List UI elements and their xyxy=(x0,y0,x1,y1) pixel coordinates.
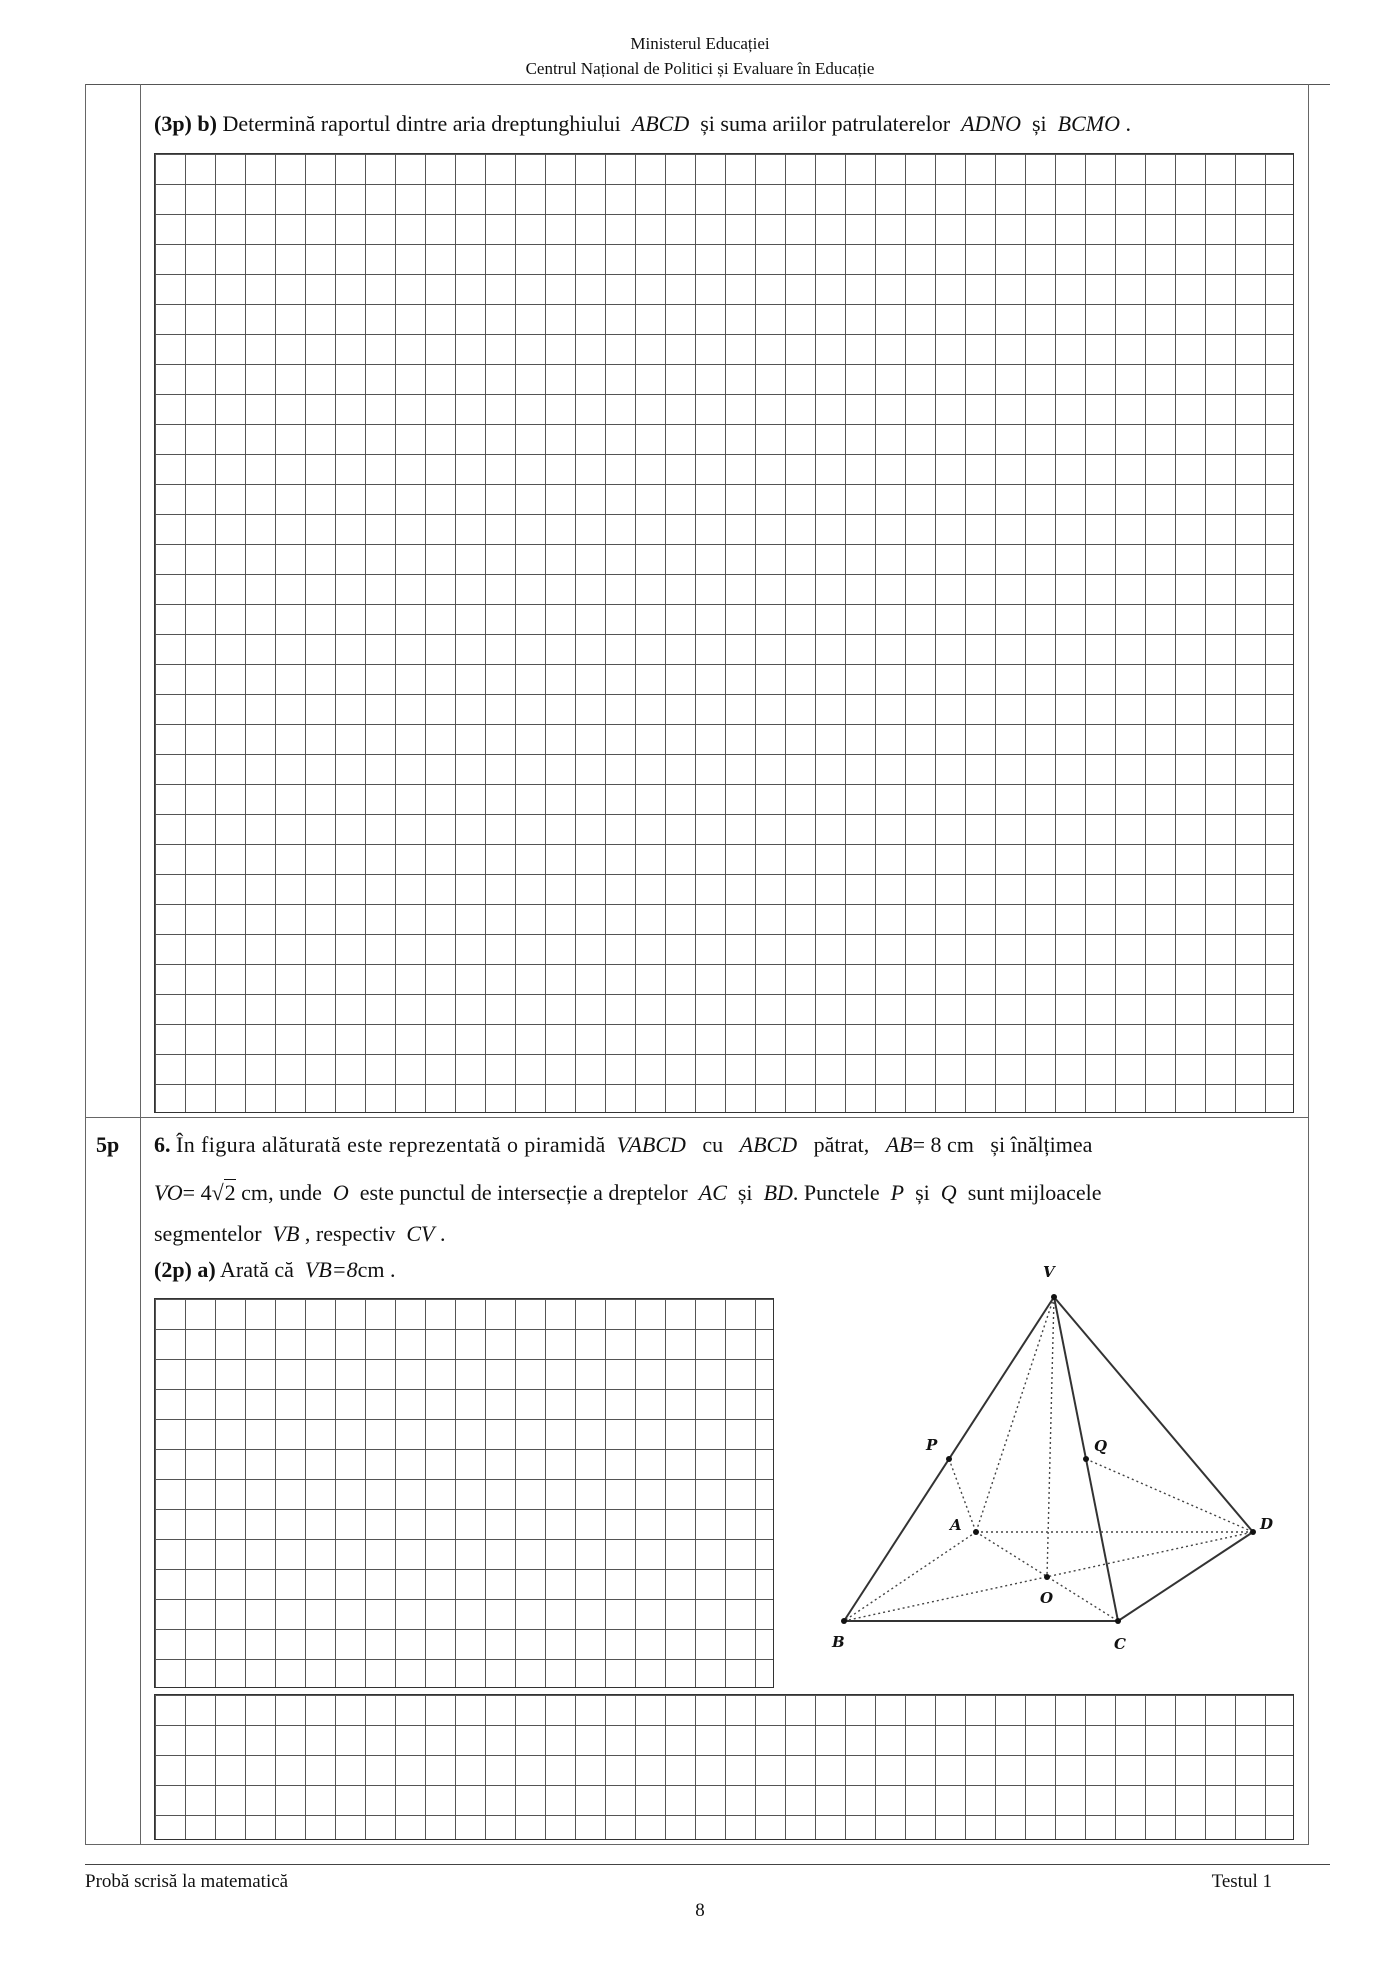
segment-qd xyxy=(1086,1459,1253,1532)
answer-grid-part-a[interactable] xyxy=(154,1298,774,1688)
footer-rule xyxy=(85,1864,1330,1865)
label-p: P xyxy=(926,1436,938,1454)
height-vo xyxy=(1047,1297,1054,1577)
footer-test-number: Testul 1 xyxy=(1211,1871,1272,1892)
point-a xyxy=(973,1529,979,1535)
part-b-statement: (3p) b) Determină raportul dintre aria dreptunghiului ABCD și suma ariilor patrulaterelor ADNO și BCMO . xyxy=(154,111,1131,136)
label-q: Q xyxy=(1094,1437,1108,1455)
problem6-line3: segmentelor VB , respectiv CV . xyxy=(154,1221,446,1246)
label-o: O xyxy=(1040,1589,1054,1607)
point-d xyxy=(1250,1529,1256,1535)
point-p xyxy=(946,1456,952,1462)
point-c xyxy=(1115,1618,1121,1624)
page-number: 8 xyxy=(695,1900,705,1921)
top-border xyxy=(85,84,1330,85)
answer-grid-part-b[interactable] xyxy=(154,153,1294,1113)
label-a: A xyxy=(950,1516,962,1534)
pyramid-figure xyxy=(820,1255,1300,1665)
answer-grid-part-a-bottom[interactable] xyxy=(154,1694,1294,1840)
point-q xyxy=(1083,1456,1089,1462)
edge-va xyxy=(976,1297,1054,1532)
edge-cd xyxy=(1118,1532,1253,1621)
label-b: B xyxy=(832,1633,845,1651)
label-d: D xyxy=(1260,1515,1274,1533)
problem-score: 5p xyxy=(96,1132,120,1157)
table-bottom-border xyxy=(85,1844,1309,1845)
label-c: C xyxy=(1114,1635,1126,1653)
row-divider xyxy=(85,1117,1309,1118)
point-o xyxy=(1044,1574,1050,1580)
table-right-border xyxy=(1308,84,1309,1844)
header-center: Centrul Național de Politici și Evaluare în Educație xyxy=(525,59,875,78)
header-ministry: Ministerul Educației xyxy=(630,34,770,53)
problem6-line1: 6. În figura alăturată este reprezentată o piramidă VABCD cu ABCD pătrat, AB= 8 cm și înălțimea xyxy=(154,1132,1093,1157)
problem6-line2: VO= 4√2 cm, unde O este punctul de intersecție a dreptelor AC și BD. Punctele P și Q sunt mijloacele xyxy=(154,1180,1102,1205)
label-v: V xyxy=(1043,1263,1055,1281)
point-b xyxy=(841,1618,847,1624)
edge-vd xyxy=(1054,1297,1253,1532)
table-left-border xyxy=(85,84,86,1844)
point-v xyxy=(1051,1294,1057,1300)
footer-exam-title: Probă scrisă la matematică xyxy=(85,1871,289,1892)
problem6-part-a: (2p) a) Arată că VB=8cm . xyxy=(154,1257,396,1282)
edge-ab xyxy=(844,1532,976,1621)
score-column-divider xyxy=(140,84,141,1844)
